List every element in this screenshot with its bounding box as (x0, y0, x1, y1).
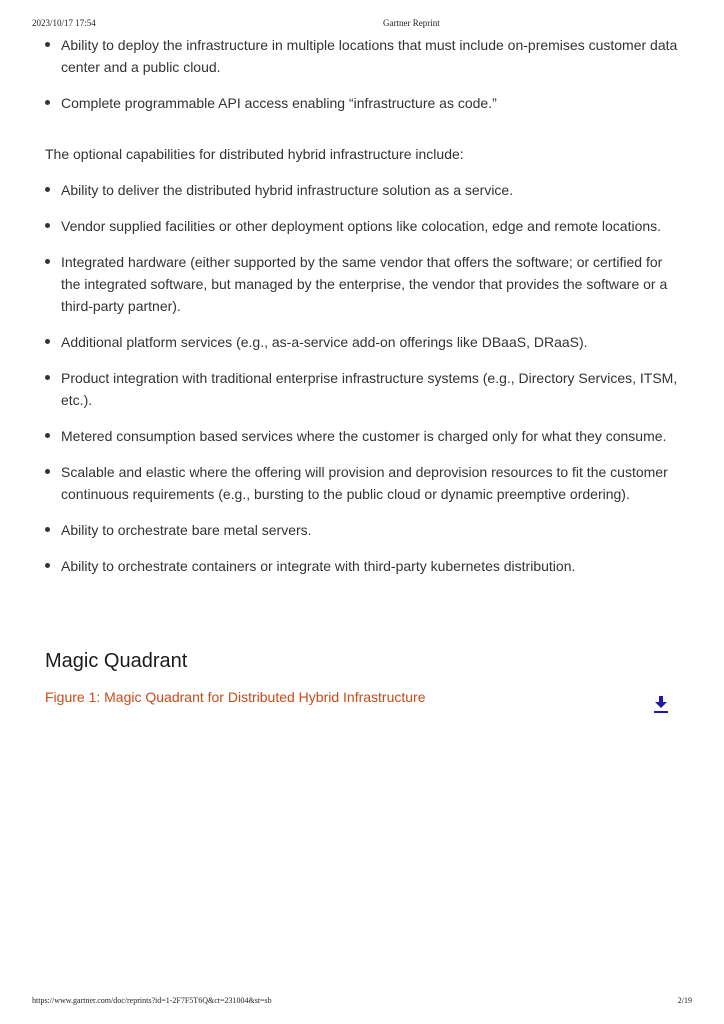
list-item (45, 461, 685, 505)
bullet-dot (45, 42, 50, 47)
bullet-dot (45, 469, 50, 474)
list-item-text: Ability to deliver the distributed hybrid infrastructure solution as a service. (61, 182, 514, 198)
list-item (45, 34, 685, 78)
list-item (45, 367, 685, 411)
print-footer-page-number: 2/19 (677, 996, 692, 1005)
required-capabilities-list (45, 34, 685, 114)
bullet-dot (45, 433, 50, 438)
list-item-text: Metered consumption based services where the customer is charged only for what they consume. (61, 428, 667, 444)
download-button[interactable] (653, 696, 669, 714)
list-item (45, 179, 685, 201)
list-item (45, 519, 685, 541)
bullet-dot (45, 563, 50, 568)
list-item-text: Product integration with traditional enterprise infrastructure systems (e.g., Directory Services, ITSM, etc.). (61, 370, 678, 408)
bullet-dot (45, 223, 50, 228)
bullet-dot (45, 339, 50, 344)
list-item (45, 92, 685, 114)
section-heading-magic-quadrant: Magic Quadrant (45, 650, 188, 672)
list-item (45, 555, 685, 577)
bullet-dot (45, 100, 50, 105)
bullet-dot (45, 527, 50, 532)
optional-capabilities-list (45, 179, 685, 577)
list-item-text: Ability to deploy the infrastructure in multiple locations that must include on-premises customer data center and a public cloud. (61, 37, 678, 75)
list-item-text: Ability to orchestrate containers or integrate with third-party kubernetes distribution. (61, 558, 576, 574)
bullet-dot (45, 187, 50, 192)
download-icon (653, 696, 669, 714)
print-header-title: Gartner Reprint (383, 18, 440, 28)
bullet-dot (45, 375, 50, 380)
list-item (45, 425, 685, 447)
print-footer-url: https://www.gartner.com/doc/reprints?id=1-2F7F5T6Q&ct=231004&st=sb (32, 996, 272, 1005)
list-item (45, 215, 685, 237)
list-item (45, 331, 685, 353)
list-item-text: Vendor supplied facilities or other deployment options like colocation, edge and remote locations. (61, 218, 662, 234)
article-body (45, 34, 685, 577)
list-item-text: Additional platform services (e.g., as-a-service add-on offerings like DBaaS, DRaaS). (61, 334, 588, 350)
optional-capabilities-intro: The optional capabilities for distributed hybrid infrastructure include: (45, 146, 464, 162)
bullet-dot (45, 259, 50, 264)
list-item-text: Integrated hardware (either supported by the same vendor that offers the software; or certified for the integrated software, but managed by the enterprise, the vendor that provides the software or a third-party partner). (61, 254, 668, 314)
list-item-text: Ability to orchestrate bare metal servers. (61, 522, 312, 538)
list-item-text: Scalable and elastic where the offering will provision and deprovision resources to fit the customer continuous requirements (e.g., bursting to the public cloud or dynamic preemptive ordering). (61, 464, 668, 502)
figure-caption-link[interactable]: Figure 1: Magic Quadrant for Distributed Hybrid Infrastructure (45, 689, 426, 705)
print-header-date: 2023/10/17 17:54 (32, 18, 96, 28)
list-item-text: Complete programmable API access enabling “infrastructure as code.” (61, 95, 497, 111)
list-item (45, 251, 685, 317)
